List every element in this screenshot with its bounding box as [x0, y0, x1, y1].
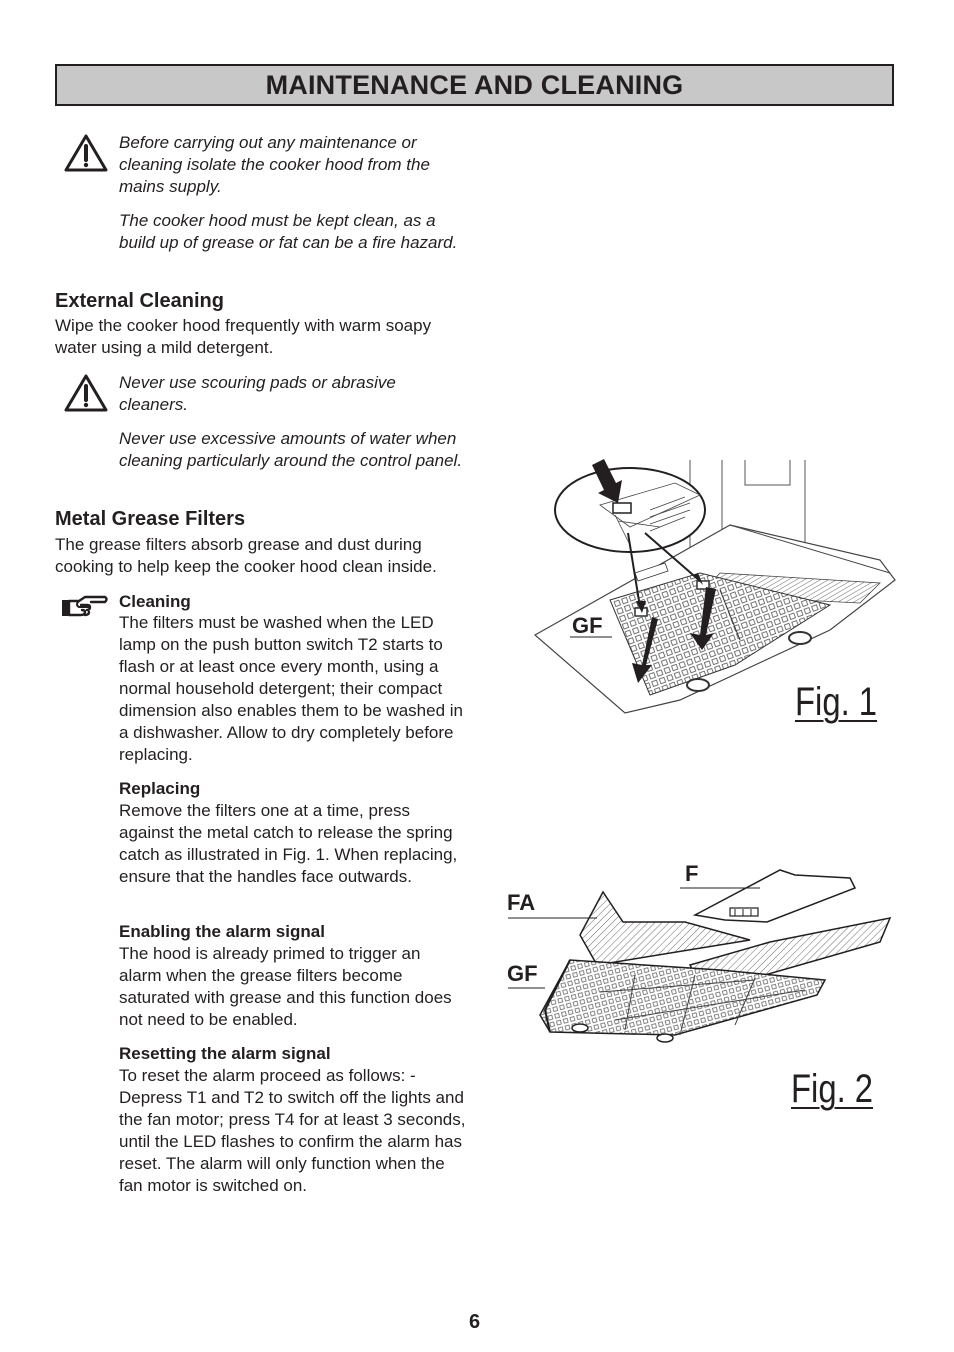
- warning-text-scouring: Never use scouring pads or abrasive cleaners.: [119, 373, 396, 414]
- section-title: MAINTENANCE AND CLEANING: [265, 69, 684, 100]
- heading-metal-grease-filters: Metal Grease Filters: [55, 508, 246, 530]
- heading-resetting-alarm: Resetting the alarm signal: [119, 1044, 331, 1063]
- callout-gf-fig2: GF: [507, 961, 538, 986]
- text-cleaning: The filters must be washed when the LED lamp on the push button switch T2 starts to flash or at least once every month, using a normal household detergent; their compact dimension also enables them to be washed in a dishwasher. Allow to dry completely before replacing.: [119, 613, 463, 764]
- pointing-hand-icon: [61, 595, 109, 621]
- heading-replacing: Replacing: [119, 779, 201, 798]
- figure-1-label: Fig. 1: [795, 680, 878, 724]
- text-resetting-alarm: To reset the alarm proceed as follows: - Depress T1 and T2 to switch off the lights and the fan motor; press T4 for at least 3 seconds, until the LED flashes to confirm the alarm has reset. The alarm will only function when the fan motor is switched on.: [119, 1066, 466, 1195]
- callout-fa-fig2: FA: [507, 890, 536, 915]
- heading-enabling-alarm: Enabling the alarm signal: [119, 922, 325, 941]
- warning-text-isolate: Before carrying out any maintenance or cleaning isolate the cooker hood from the mains supply.: [119, 133, 430, 196]
- callout-gf-fig1: GF: [572, 613, 603, 638]
- warning-text-grease: The cooker hood must be kept clean, as a build up of grease or fat can be a fire hazard.: [119, 211, 458, 252]
- text-enabling-alarm: The hood is already primed to trigger an alarm when the grease filters become saturated with grease and this function does not need to be enabled.: [119, 944, 452, 1029]
- text-replacing: Remove the filters one at a time, press against the metal catch to release the spring catch as illustrated in Fig. 1. When replacing, ensure that the handles face outwards.: [119, 801, 458, 886]
- section-header: [55, 64, 894, 106]
- text-metal-grease-filters: The grease filters absorb grease and dust during cooking to help keep the cooker hood clean inside.: [55, 535, 437, 576]
- warning-triangle-icon: [63, 373, 109, 413]
- page-number: 6: [469, 1311, 481, 1333]
- figure-2-filter-exploded-drawing: [505, 860, 900, 1050]
- text-external-cleaning: Wipe the cooker hood frequently with warm soapy water using a mild detergent.: [55, 316, 432, 357]
- heading-cleaning: Cleaning: [119, 592, 191, 611]
- callout-f-fig2: F: [685, 861, 699, 886]
- figure-2-label: Fig. 2: [791, 1067, 874, 1111]
- warning-triangle-icon: [63, 133, 109, 173]
- warning-text-water: Never use excessive amounts of water when cleaning particularly around the control panel.: [119, 429, 463, 470]
- heading-external-cleaning: External Cleaning: [55, 290, 224, 312]
